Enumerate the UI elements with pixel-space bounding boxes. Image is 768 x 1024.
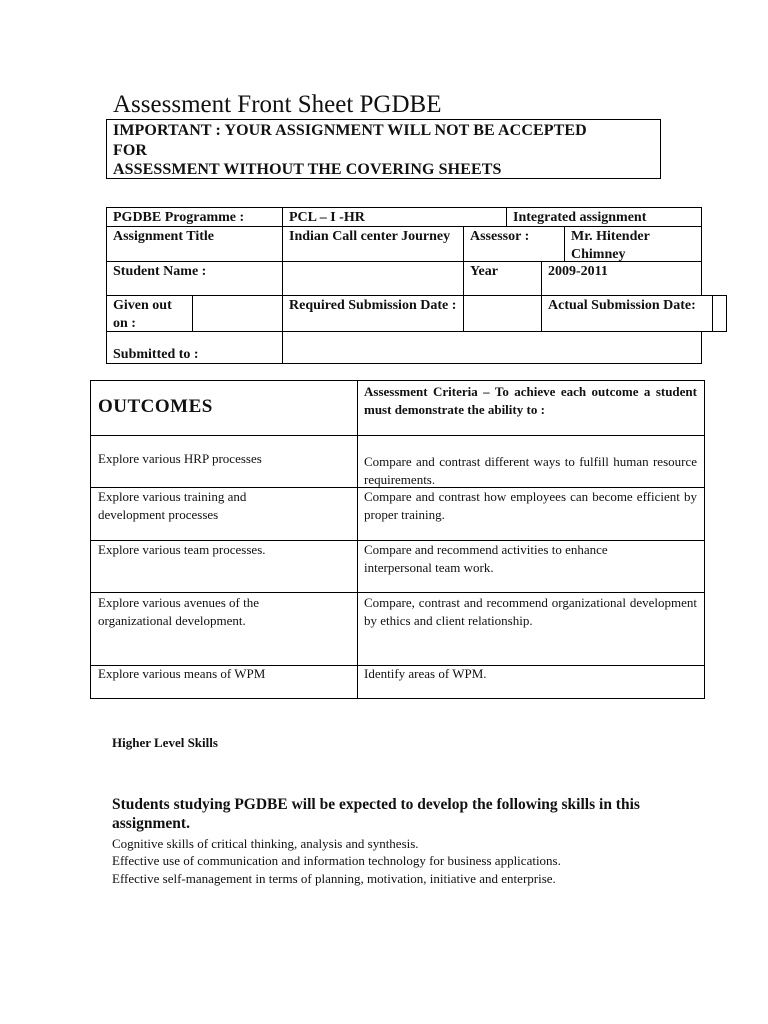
programme-label: PGDBE Programme :	[106, 207, 283, 227]
page-title: Assessment Front Sheet PGDBE	[113, 91, 442, 118]
assignment-title-label: Assignment Title	[106, 226, 283, 262]
criteria-4: Compare, contrast and recommend organizational development by ethics and client relationship.	[364, 595, 697, 628]
skills-intro: Students studying PGDBE will be expected to develop the following skills in this assignment.	[112, 796, 640, 832]
higher-level-skills-heading: Higher Level Skills	[112, 735, 218, 750]
required-submission-label: Required Submission Date :	[282, 295, 464, 332]
skill-item: Effective use of communication and information technology for business applications.	[112, 853, 561, 868]
outcomes-table	[90, 380, 705, 699]
integrated-assignment: Integrated assignment	[506, 207, 702, 227]
given-out-label: Given out on :	[106, 295, 193, 332]
student-name-label: Student Name :	[106, 261, 283, 296]
outcomes-header: OUTCOMES	[98, 396, 213, 417]
assessor-label: Assessor :	[463, 226, 565, 262]
actual-submission-label: Actual Submission Date:	[541, 295, 713, 332]
criteria-1: Compare and contrast different ways to fulfill human resource requirements.	[364, 454, 697, 487]
actual-submission-value	[712, 295, 727, 332]
outcome-3: Explore various team processes.	[98, 542, 266, 557]
assignment-title-value: Indian Call center Journey	[282, 226, 464, 262]
submitted-to-label: Submitted to :	[106, 331, 283, 364]
criteria-5: Identify areas of WPM.	[364, 666, 487, 681]
outcome-4: Explore various avenues of the organizational development.	[98, 595, 260, 628]
skill-item: Effective self-management in terms of planning, motivation, initiative and enterprise.	[112, 871, 556, 886]
given-out-value	[192, 295, 283, 332]
required-submission-value	[463, 295, 542, 332]
criteria-3: Compare and recommend activities to enhance interpersonal team work.	[364, 542, 608, 575]
assessor-value: Mr. Hitender Chimney	[564, 226, 702, 262]
submitted-to-value	[282, 331, 702, 364]
year-label: Year	[463, 261, 542, 296]
outcome-1: Explore various HRP processes	[98, 451, 262, 466]
student-name-value	[282, 261, 464, 296]
important-notice	[106, 119, 661, 179]
outcome-5: Explore various means of WPM	[98, 666, 266, 681]
important-line-2: FOR	[113, 141, 148, 159]
criteria-header: Assessment Criteria – To achieve each outcome a student must demonstrate the ability to :	[364, 384, 697, 417]
skill-item: Cognitive skills of critical thinking, analysis and synthesis.	[112, 836, 419, 851]
important-line-1: IMPORTANT : YOUR ASSIGNMENT WILL NOT BE ACCEPTED	[113, 122, 587, 139]
important-line-3: ASSESSMENT WITHOUT THE COVERING SHEETS	[113, 161, 502, 178]
outcome-2: Explore various training and development processes	[98, 489, 247, 522]
year-value: 2009-2011	[541, 261, 702, 296]
criteria-2: Compare and contrast how employees can become efficient by proper training.	[364, 489, 697, 522]
programme-value: PCL – I -HR	[282, 207, 507, 227]
